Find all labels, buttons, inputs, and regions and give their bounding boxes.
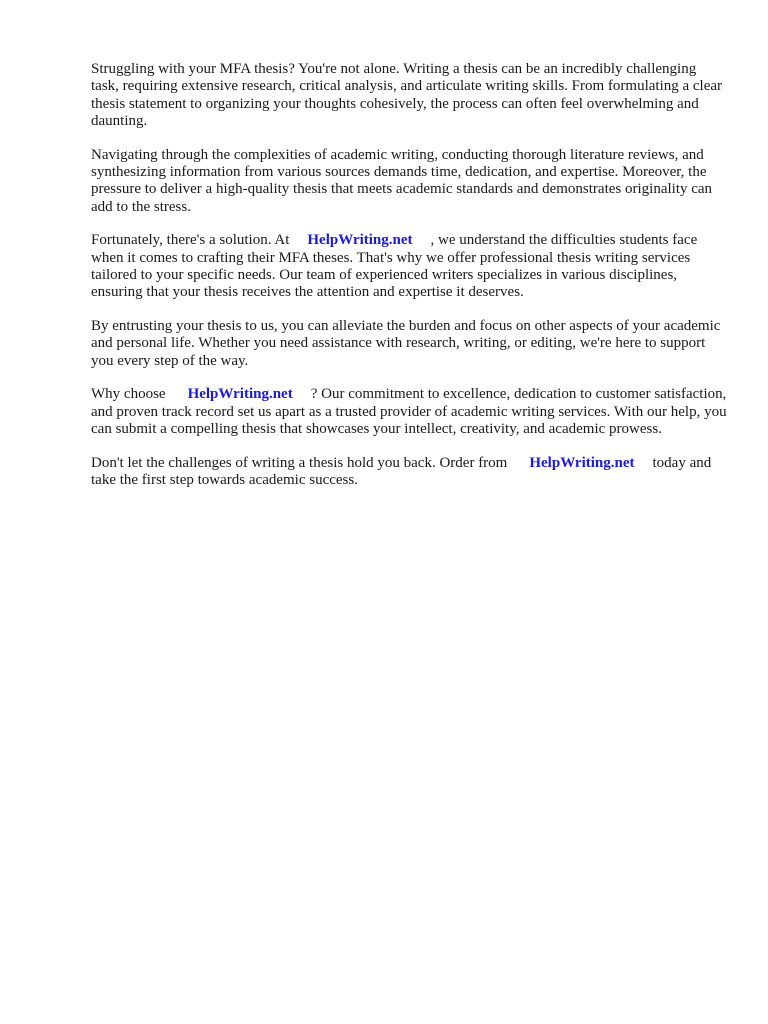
paragraph-dont-let	[91, 455, 727, 490]
paragraph-fortunately	[91, 232, 727, 301]
helpwriting-link[interactable]: HelpWriting.net	[307, 232, 413, 249]
document-body	[91, 61, 727, 506]
paragraph-struggling: Struggling with your MFA thesis? You're not alone. Writing a thesis can be an incredibly challenging task, requiring extensive research, critical analysis, and articulate writing skills. From formulating a clear thesis statement to organizing your thoughts cohesively, the process can often feel overwhelming and daunting.	[91, 61, 723, 129]
paragraph-entrusting: By entrusting your thesis to us, you can alleviate the burden and focus on other aspects of your academic and personal life. Whether you need assistance with research, writing, or editing, we're here to support you every step of the way.	[91, 318, 721, 369]
paragraph-text: Don't let the challenges of writing a thesis hold you back. Order from	[91, 454, 508, 471]
paragraph-text: Why choose	[91, 386, 166, 403]
paragraph-navigating: Navigating through the complexities of academic writing, conducting thorough literature reviews, and synthesizing information from various sources demands time, dedication, and expertise. Moreover, the pressure to deliver a high-quality thesis that meets academic standards and demonstrates originality can add to the stress.	[91, 146, 713, 215]
paragraph-text: , we understand the difficulties students face when it comes to crafting their MFA theses. That's why we offer professional thesis writing services tailored to your specific needs. Our team of experienced writers specializes in various disciplines, ensuring that your thesis receives the attention and expertise it deserves.	[91, 232, 698, 301]
paragraph-text: today and take the first step towards academic success.	[91, 454, 712, 489]
helpwriting-link[interactable]: HelpWriting.net	[187, 386, 293, 403]
paragraph-why-choose	[91, 386, 727, 438]
helpwriting-link[interactable]: HelpWriting.net	[529, 454, 635, 471]
paragraph-text: ? Our commitment to excellence, dedication to customer satisfaction, and proven track record set us apart as a trusted provider of academic writing services. With our help, you can submit a compelling thesis that showcases your intellect, creativity, and academic prowess.	[91, 386, 727, 438]
paragraph-text: Fortunately, there's a solution. At	[91, 232, 290, 249]
